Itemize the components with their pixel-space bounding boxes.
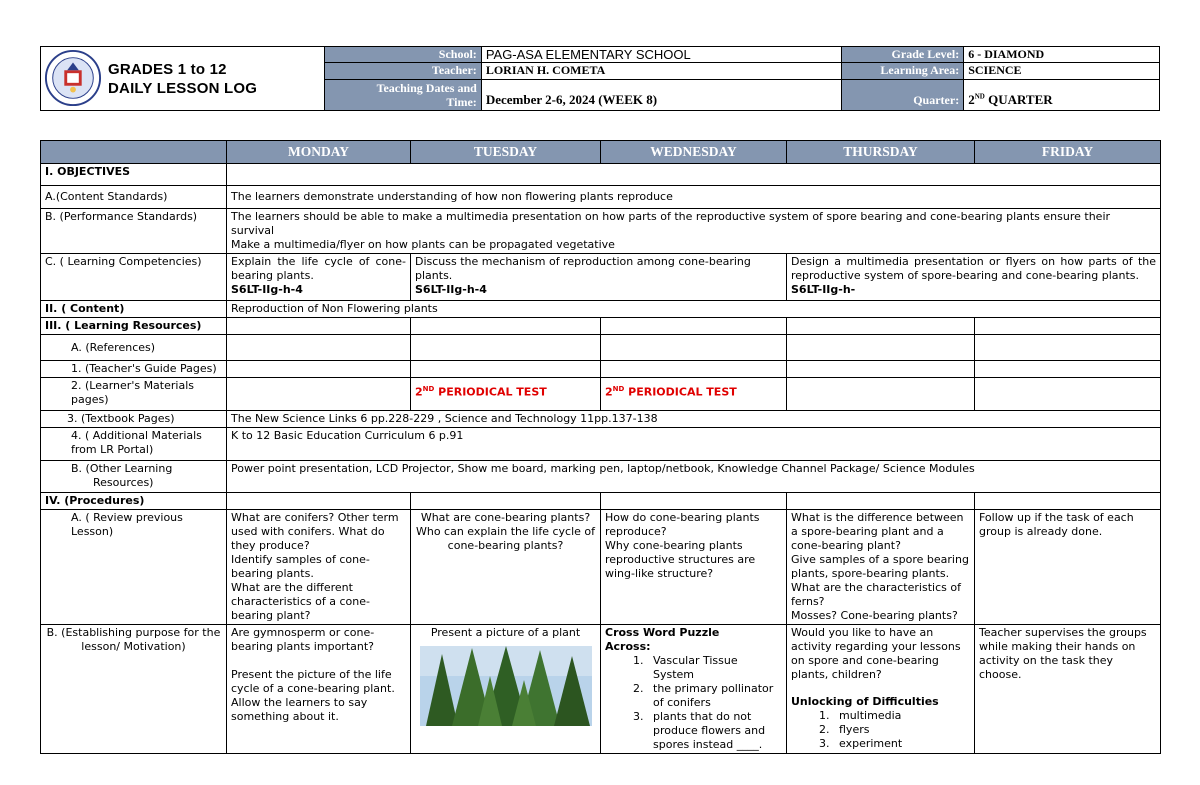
- empty-cell: [227, 335, 411, 361]
- table-row: [41, 361, 1161, 378]
- purpose-tuesday-text: Present a picture of a plant: [430, 626, 581, 639]
- quarter-suffix: ND: [974, 92, 985, 101]
- title-line-2: DAILY LESSON LOG: [108, 80, 258, 97]
- crossword-clue-list: [605, 654, 782, 752]
- crossword-clue-2: 2. the primary pollinator of conifers: [647, 682, 782, 710]
- empty-cell: [787, 318, 975, 335]
- day-friday: FRIDAY: [975, 141, 1161, 164]
- competency-thu-fri: [787, 254, 1161, 301]
- empty-cell: [601, 318, 787, 335]
- procedures-label: IV. (Procedures): [41, 493, 227, 510]
- review-friday: Follow up if the task of each group is already done.: [975, 510, 1161, 625]
- dates-label-line-2: Time:: [446, 94, 477, 109]
- purpose-tuesday: [411, 625, 601, 754]
- empty-cell: [975, 361, 1161, 378]
- content-value: Reproduction of Non Flowering plants: [227, 301, 1161, 318]
- additional-materials-label: [41, 428, 227, 461]
- difficulty-2: 2. flyers: [833, 723, 970, 737]
- unlocking-difficulties-title: Unlocking of Difficulties: [791, 695, 939, 708]
- competency-thursday-text: Design a multimedia presentation or flyers on how parts of the reproductive system of spore-bearing and cone-bearing plants.: [791, 255, 1156, 282]
- day-monday: MONDAY: [227, 141, 411, 164]
- dates-value: December 2-6, 2024 (WEEK 8): [481, 79, 842, 111]
- table-row: [41, 186, 1161, 209]
- empty-cell: [787, 335, 975, 361]
- teacher-label: Teacher:: [325, 63, 482, 79]
- objectives-label: I. OBJECTIVES: [41, 164, 227, 186]
- references-label: A. (References): [41, 335, 227, 361]
- competency-monday: [227, 254, 411, 301]
- review-thursday: What is the difference between a spore-bearing plant and a cone-bearing plant? Give samples of a spore bearing plants, spore-bearing plants. What are the characteristics of ferns? Mosses? Cone-bearing plants?: [787, 510, 975, 625]
- other-resources-line-1: B. (Other Learning: [71, 462, 173, 475]
- test-suffix: ND: [422, 385, 435, 393]
- table-row: [41, 428, 1161, 461]
- learning-area-label: Learning Area:: [842, 63, 964, 79]
- learners-materials-line-2: pages): [71, 393, 109, 406]
- table-row: [41, 254, 1161, 301]
- purpose-friday: Teacher supervises the groups while making their hands on activity on the task they choose.: [975, 625, 1161, 754]
- periodical-test-tuesday: [411, 378, 601, 411]
- table-row: [41, 411, 1161, 428]
- deped-seal-logo: [44, 49, 102, 107]
- difficulty-3: 3. experiment: [833, 737, 970, 751]
- content-label: II. ( Content): [41, 301, 227, 318]
- empty-cell: [227, 361, 411, 378]
- other-resources-label: [41, 461, 227, 493]
- objectives-cell: [227, 164, 1161, 186]
- document-title: [108, 60, 257, 98]
- review-label: A. ( Review previous Lesson): [41, 510, 227, 625]
- quarter-value: [964, 79, 1160, 111]
- textbook-label: 3. (Textbook Pages): [41, 411, 227, 428]
- other-resources-value: Power point presentation, LCD Projector, Show me board, marking pen, laptop/netbook, Knowledge Channel Package/ Science Modules: [227, 461, 1161, 493]
- review-wednesday: How do cone-bearing plants reproduce? Why cone-bearing plants reproductive structures are wing-like structure?: [601, 510, 787, 625]
- content-standards-value: The learners demonstrate understanding of how non flowering plants reproduce: [227, 186, 1161, 209]
- grade-label: Grade Level:: [842, 47, 964, 63]
- dates-label-line-1: Teaching Dates and: [376, 80, 477, 95]
- quarter-label: Quarter:: [842, 79, 964, 111]
- empty-cell: [411, 335, 601, 361]
- performance-standards-label: B. (Performance Standards): [41, 209, 227, 254]
- empty-cell: [975, 493, 1161, 510]
- dates-label: [325, 79, 482, 111]
- competency-thursday-code: S6LT-IIg-h-: [791, 283, 856, 296]
- table-row: [41, 335, 1161, 361]
- performance-standards-line-1: The learners should be able to make a multimedia presentation on how parts of the reproductive system of spore bearing and cone-bearing plants ensure their survival: [231, 210, 1111, 237]
- empty-cell: [975, 378, 1161, 411]
- table-row: [41, 318, 1161, 335]
- competencies-label: C. ( Learning Competencies): [41, 254, 227, 301]
- grade-value: 6 - DIAMOND: [964, 47, 1160, 63]
- learning-resources-label: III. ( Learning Resources): [41, 318, 227, 335]
- quarter-number: 2: [968, 92, 975, 107]
- empty-cell: [227, 378, 411, 411]
- difficulty-1: 1. multimedia: [833, 709, 970, 723]
- table-row: [41, 378, 1161, 411]
- review-monday: What are conifers? Other term used with conifers. What do they produce? Identify samples of cone-bearing plants. What are the different characteristics of a cone-bearing plant?: [227, 510, 411, 625]
- day-tuesday: TUESDAY: [411, 141, 601, 164]
- table-row: [41, 493, 1161, 510]
- empty-cell: [787, 361, 975, 378]
- purpose-monday-line-2: Present the picture of the life cycle of a cone-bearing plant. Allow the learners to say something about it.: [231, 668, 395, 723]
- table-row: [41, 164, 1161, 186]
- competency-tuesday-text: Discuss the mechanism of reproduction among cone-bearing plants.: [415, 255, 751, 282]
- empty-cell: [601, 493, 787, 510]
- conifer-trees-image: [420, 646, 592, 726]
- purpose-label: B. (Establishing purpose for the lesson/ Motivation): [41, 625, 227, 754]
- lesson-log-table: [40, 140, 1161, 754]
- content-standards-label: A.(Content Standards): [41, 186, 227, 209]
- header-info-table: [324, 46, 1160, 111]
- textbook-value: The New Science Links 6 pp.228-229 , Science and Technology 11pp.137-138: [227, 411, 1161, 428]
- teacher-value: LORIAN H. COMETA: [481, 63, 842, 79]
- crossword-clue-1: 1. Vascular Tissue System: [647, 654, 782, 682]
- purpose-wednesday: [601, 625, 787, 754]
- day-header-row: [41, 141, 1161, 164]
- crossword-title: Cross Word Puzzle: [605, 626, 720, 639]
- empty-cell: [601, 361, 787, 378]
- empty-cell: [787, 493, 975, 510]
- school-label: School:: [325, 47, 482, 63]
- learners-materials-line-1: 2. (Learner's Materials: [71, 379, 194, 392]
- title-line-1: GRADES 1 to 12: [108, 61, 227, 78]
- table-row: [41, 625, 1161, 754]
- day-thursday: THURSDAY: [787, 141, 975, 164]
- performance-standards-line-2: Make a multimedia/flyer on how plants can be propagated vegetative: [231, 238, 615, 251]
- school-value: PAG-ASA ELEMENTARY SCHOOL: [481, 47, 842, 63]
- quarter-word: QUARTER: [984, 92, 1053, 107]
- test-number: 2: [605, 385, 613, 399]
- test-number: 2: [415, 385, 423, 399]
- empty-cell: [787, 378, 975, 411]
- learning-area-value: SCIENCE: [964, 63, 1160, 79]
- additional-materials-value: K to 12 Basic Education Curriculum 6 p.91: [227, 428, 1161, 461]
- teachers-guide-label: 1. (Teacher's Guide Pages): [41, 361, 227, 378]
- empty-cell: [227, 493, 411, 510]
- unlocking-difficulties-list: [791, 709, 970, 751]
- table-row: [41, 301, 1161, 318]
- day-wednesday: WEDNESDAY: [601, 141, 787, 164]
- empty-cell: [411, 493, 601, 510]
- purpose-thursday: [787, 625, 975, 754]
- purpose-thursday-text: Would you like to have an activity regarding your lessons on spore and cone-bearing plants, children?: [791, 626, 961, 681]
- empty-cell: [975, 318, 1161, 335]
- competency-tue-wed: [411, 254, 787, 301]
- other-resources-line-2: Resources): [93, 476, 154, 489]
- empty-cell: [227, 318, 411, 335]
- table-row: [41, 461, 1161, 493]
- test-word: PERIODICAL TEST: [434, 385, 547, 399]
- crossword-clue-3: 3. plants that do not produce flowers and spores instead ____.: [647, 710, 782, 752]
- purpose-monday-line-1: Are gymnosperm or cone-bearing plants important?: [231, 626, 375, 653]
- review-tuesday: What are cone-bearing plants? Who can explain the life cycle of cone-bearing plants?: [411, 510, 601, 625]
- test-suffix: ND: [612, 385, 625, 393]
- competency-monday-code: S6LT-IIg-h-4: [231, 283, 303, 296]
- test-word: PERIODICAL TEST: [624, 385, 737, 399]
- performance-standards-value: [227, 209, 1161, 254]
- additional-materials-line-1: 4. ( Additional Materials: [71, 429, 202, 442]
- competency-monday-text: Explain the life cycle of cone-bearing plants.: [231, 255, 406, 282]
- periodical-test-wednesday: [601, 378, 787, 411]
- empty-cell: [975, 335, 1161, 361]
- competency-tuesday-code: S6LT-IIg-h-4: [415, 283, 487, 296]
- table-row: [41, 209, 1161, 254]
- learners-materials-label: [41, 378, 227, 411]
- crossword-across: Across:: [605, 640, 651, 653]
- purpose-monday: [227, 625, 411, 754]
- additional-materials-line-2: from LR Portal): [71, 443, 154, 456]
- day-header-blank: [41, 141, 227, 164]
- empty-cell: [411, 361, 601, 378]
- empty-cell: [601, 335, 787, 361]
- empty-cell: [411, 318, 601, 335]
- table-row: [41, 510, 1161, 625]
